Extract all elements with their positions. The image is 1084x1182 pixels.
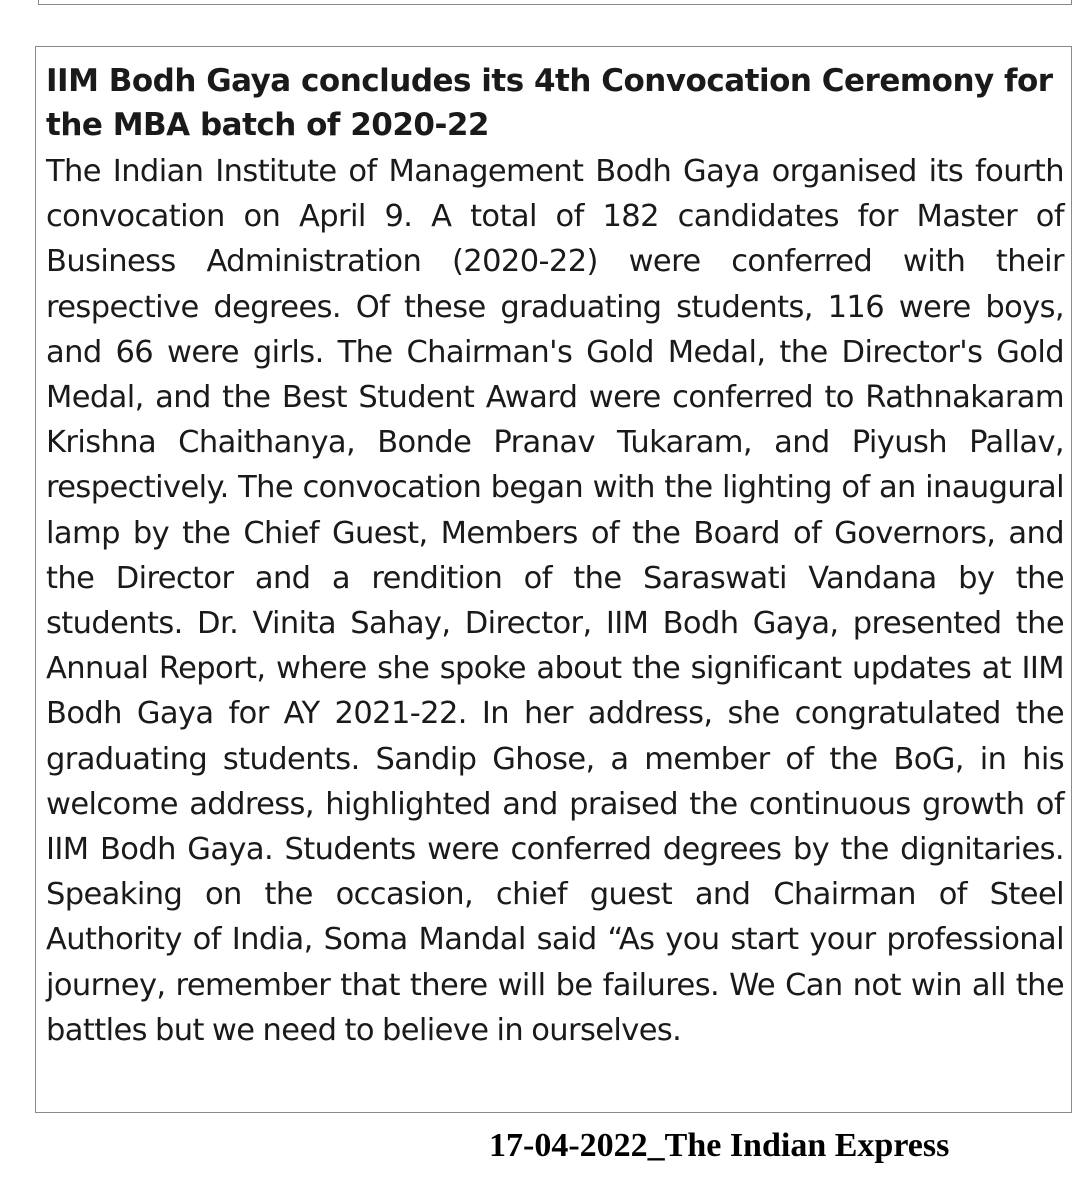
source-caption: 17-04-2022_The Indian Express bbox=[489, 1127, 950, 1164]
article-body: The Indian Institute of Management Bodh Gaya organised its fourth convocation on April 9. A total of 182 candidates for Master of Business Administration (2020-22) were conferred with their respective degrees. Of these graduating students, 116 were boys, and 66 were girls. The Chairman's Gold Medal, the Director's Gold Medal, and the Best Student Award were conferred to Rathnakaram Krishna Chaithanya, Bonde Pranav Tukaram, and Piyush Pallav, respectively. The convocation began with the lighting of an inaugural lamp by the Chief Guest, Members of the Board of Governors, and the Director and a rendition of the Saraswati Vandana by the students. Dr. Vinita Sahay, Director, IIM Bodh Gaya, presented the Annual Report, where she spoke about the significant updates at IIM Bodh Gaya for AY 2021-22. In her address, she congratulated the graduating students. Sandip Ghose, a member of the BoG, in his welcome address, highlighted and praised the continuous growth of IIM Bodh Gaya. Students were conferred degrees by the dignitaries. Speaking on the occasion, chief guest and Chairman of Steel Authority of India, Soma Mandal said “As you start your professional journey, remember that there will be failures. We Can not win all the battles but we need to believe in ourselves. bbox=[46, 154, 1064, 1048]
news-clipping bbox=[35, 46, 1072, 1113]
article-headline: IIM Bodh Gaya concludes its 4th Convocation Ceremony for the MBA batch of 2020-22 bbox=[46, 63, 1053, 143]
previous-clipping-border bbox=[38, 0, 1072, 5]
